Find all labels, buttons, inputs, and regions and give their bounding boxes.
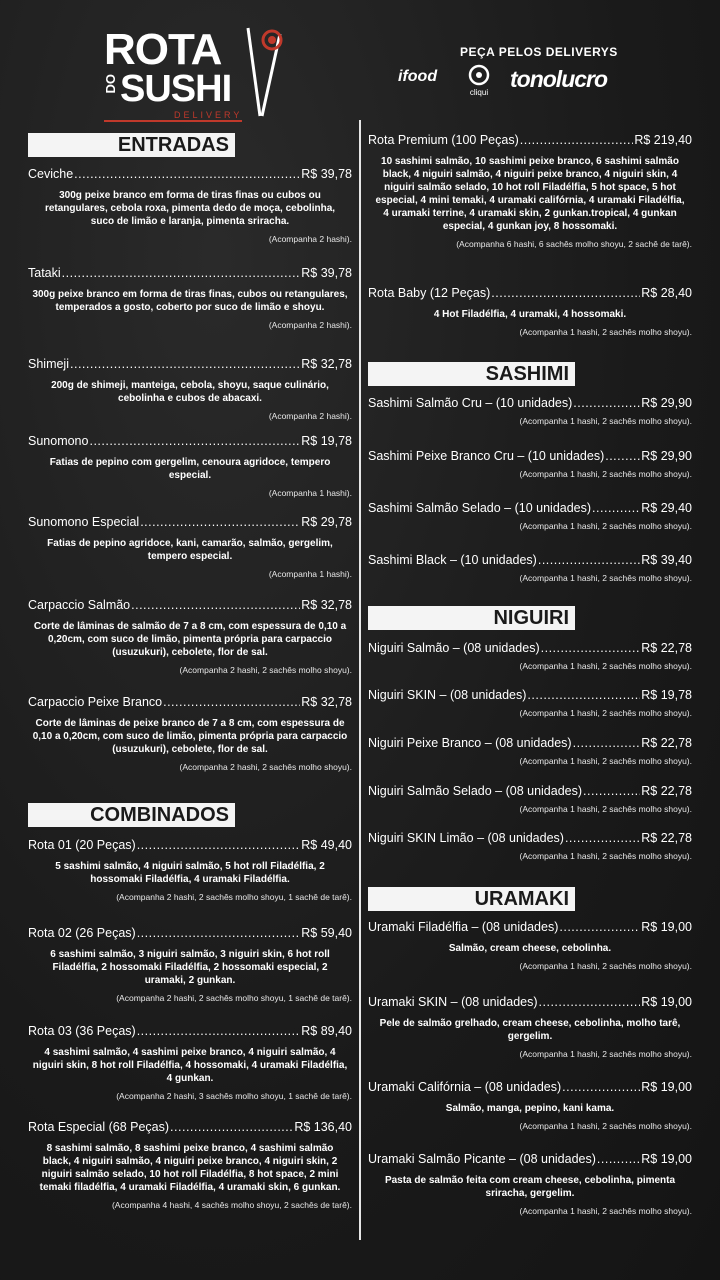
rota-do-sushi-logo (103, 22, 284, 120)
logo-delivery: DELIVERY (174, 110, 243, 120)
item-name: Rota Premium (100 Peças) (368, 133, 519, 147)
menu-item-sashimi-salmao-selado (368, 501, 692, 531)
item-name: Sunomono Especial (28, 515, 140, 529)
menu-item-rota-03 (28, 1024, 352, 1101)
item-desc: 5 sashimi salmão, 4 niguiri salmão, 5 hot roll Filadélfia, 2 hossomaki Filadélfia, 4 uramaki Filadélfia. (55, 861, 325, 885)
item-acc: (Acompanha 1 hashi, 2 sachês molho shoyu). (519, 756, 692, 766)
item-name: Niguiri SKIN – (08 unidades) (368, 688, 527, 702)
header (0, 0, 720, 125)
item-acc: (Acompanha 1 hashi, 2 sachês molho shoyu). (519, 1206, 692, 1216)
item-acc: (Acompanha 1 hashi). (268, 569, 352, 579)
item-price: R$ 29,78 (301, 515, 352, 529)
section-title-sashimi: SASHIMI (368, 362, 575, 386)
menu-item-rota-premium (368, 133, 692, 249)
item-price: R$ 22,78 (641, 641, 692, 655)
item-price: R$ 89,40 (301, 1024, 352, 1038)
item-acc: (Acompanha 1 hashi, 2 sachês molho shoyu). (519, 469, 692, 479)
item-price: R$ 32,78 (301, 598, 352, 612)
item-acc: (Acompanha 1 hashi, 2 sachês molho shoyu). (519, 521, 692, 531)
item-price: R$ 29,90 (641, 396, 692, 410)
menu-item-rota-02 (28, 926, 352, 1003)
item-acc: (Acompanha 2 hashi, 2 sachês molho shoyu, 1 sachê de tarê). (116, 892, 352, 902)
menu-item-uramaki-filadelfia (368, 920, 692, 971)
item-acc: (Acompanha 1 hashi, 2 sachês molho shoyu). (519, 661, 692, 671)
item-acc: (Acompanha 1 hashi, 2 sachês molho shoyu). (519, 851, 692, 861)
item-acc: (Acompanha 1 hashi, 2 sachês molho shoyu). (519, 327, 692, 337)
item-price: R$ 32,78 (301, 357, 352, 371)
logo-red-line (104, 120, 242, 122)
item-acc: (Acompanha 6 hashi, 6 sachês molho shoyu, 2 sachê de tarê). (456, 239, 692, 249)
chopsticks-icon (244, 26, 284, 118)
menu-item-niguiri-salmao-selado (368, 784, 692, 814)
section-title-niguiri: NIGUIRI (368, 606, 575, 630)
deliverys-title: PEÇA PELOS DELIVERYS (460, 45, 618, 59)
column-divider (359, 120, 361, 1240)
item-acc: (Acompanha 1 hashi). (268, 488, 352, 498)
item-acc: (Acompanha 1 hashi, 2 sachês molho shoyu). (519, 804, 692, 814)
menu-item-uramaki-salmao-picante (368, 1152, 692, 1216)
ifood-logo[interactable]: ifood (398, 68, 438, 85)
item-price: R$ 22,78 (641, 736, 692, 750)
item-acc: (Acompanha 2 hashi, 3 sachês molho shoyu, 1 sachê de tarê). (116, 1091, 352, 1101)
menu-item-sunomono-especial (28, 515, 352, 579)
menu-item-uramaki-skin (368, 995, 692, 1059)
item-desc: Pasta de salmão feita com cream cheese, cebolinha, pimenta sriracha, gergelim. (384, 1175, 676, 1199)
item-desc: Corte de lâminas de salmão de 7 a 8 cm, com espessura de 0,10 a 0,20cm, com suco de limão, pimenta própria para carpaccio (usuzukuri), cebolete, flor de sal. (33, 621, 347, 658)
item-desc: 300g peixe branco em forma de tiras finas ou cubos ou retangulares, cebola roxa, pimenta dedo de moça, cebolinha, suco de limão e laranja, pimenta sriracha. (44, 190, 336, 227)
menu-item-sashimi-black (368, 553, 692, 583)
item-price: R$ 19,00 (641, 920, 692, 934)
item-price: R$ 39,78 (301, 167, 352, 181)
item-acc: (Acompanha 2 hashi, 2 sachês molho shoyu, 1 sachê de tarê). (116, 993, 352, 1003)
item-desc: 10 sashimi salmão, 10 sashimi peixe branco, 6 sashimi salmão black, 4 niguiri salmão, 4 niguiri peixe branco, 4 niguiri skin, 4 niguiri salmão selado, 10 hot roll Filadélfia, 5 hot space, 5 hot especial, 4 mini temaki, 4 uramaki califórnia, 4 uramaki Filadélfia, 4 uramaki terrine, 4 uramaki skin, 2 gunkan.tropical, 4 gunkan especial, 4 gunkan joy, 8 hossomaki. (375, 156, 685, 232)
item-price: R$ 29,40 (641, 501, 692, 515)
logo-sushi: SUSHI (120, 68, 232, 110)
item-price: R$ 28,40 (641, 286, 692, 300)
menu-item-shimeji (28, 357, 352, 421)
item-desc: Fatias de pepino agridoce, kani, camarão, salmão, gergelim, tempero especial. (47, 538, 333, 562)
item-acc: (Acompanha 1 hashi, 2 sachês molho shoyu). (519, 573, 692, 583)
item-name: Carpaccio Salmão (28, 598, 131, 612)
item-desc: 300g peixe branco em forma de tiras finas, cubos ou retangulares, temperados a gosto, coberto por suco de limão e shoyu. (32, 289, 348, 313)
item-price: R$ 136,40 (294, 1120, 352, 1134)
item-desc: Pele de salmão grelhado, cream cheese, cebolinha, molho tarê, gergelim. (379, 1018, 681, 1042)
section-title-entradas: ENTRADAS (28, 133, 235, 157)
item-name: Niguiri SKIN Limão – (08 unidades) (368, 831, 564, 845)
item-name: Rota 03 (36 Peças) (28, 1024, 136, 1038)
item-name: Sashimi Black – (10 unidades) (368, 553, 537, 567)
item-desc: Salmão, manga, pepino, kani kama. (445, 1103, 615, 1114)
item-acc: (Acompanha 2 hashi, 2 sachês molho shoyu). (179, 762, 352, 772)
item-name: Uramaki Filadélfia – (08 unidades) (368, 920, 559, 934)
item-desc: 4 Hot Filadélfia, 4 uramaki, 4 hossomaki. (433, 309, 627, 320)
menu-item-carpaccio-peixe-branco (28, 695, 352, 772)
menu-item-uramaki-california (368, 1080, 692, 1131)
menu-item-carpaccio-salmao (28, 598, 352, 675)
item-price: R$ 29,90 (641, 449, 692, 463)
menu-item-ceviche (28, 167, 352, 244)
item-name: Rota Baby (12 Peças) (368, 286, 491, 300)
item-name: Rota Especial (68 Peças) (28, 1120, 170, 1134)
item-price: R$ 219,40 (634, 133, 692, 147)
item-acc: (Acompanha 1 hashi, 2 sachês molho shoyu). (519, 961, 692, 971)
logo-rota: ROTA (104, 25, 222, 74)
item-acc: (Acompanha 2 hashi). (268, 411, 352, 421)
item-name: Shimeji (28, 357, 69, 371)
cliqui-label: cliqui (469, 88, 489, 97)
item-price: R$ 32,78 (301, 695, 352, 709)
item-acc: (Acompanha 2 hashi). (268, 320, 352, 330)
item-acc: (Acompanha 1 hashi, 2 sachês molho shoyu). (519, 416, 692, 426)
item-name: Sashimi Salmão Cru – (10 unidades) (368, 396, 573, 410)
item-price: R$ 19,00 (641, 1080, 692, 1094)
menu-item-niguiri-skin (368, 688, 692, 718)
logo-do: DO (103, 74, 118, 94)
item-desc: 8 sashimi salmão, 8 sashimi peixe branco, 4 sashimi salmão black, 4 niguiri salmão, 4 niguiri peixe branco, 4 niguiri skin, 2 niguiri salmão selado, 10 hot roll Filadélfia, 8 hot space, 2 mini temaki filadélfia, 4 uramaki Filadélfia, 4 uramaki skin, 6 gunkan. (39, 1143, 341, 1193)
item-price: R$ 59,40 (301, 926, 352, 940)
item-acc: (Acompanha 4 hashi, 4 sachês molho shoyu, 2 sachês de tarê). (111, 1200, 352, 1210)
item-price: R$ 19,00 (641, 995, 692, 1009)
item-name: Uramaki SKIN – (08 unidades) (368, 995, 538, 1009)
delivery-logos (398, 64, 678, 98)
item-name: Carpaccio Peixe Branco (28, 695, 163, 709)
item-acc: (Acompanha 1 hashi, 2 sachês molho shoyu). (519, 708, 692, 718)
cliqui-icon (464, 64, 494, 88)
item-desc: Corte de lâminas de peixe branco de 7 a 8 cm, com espessura de 0,10 a 0,20cm, com suco de limão, pimenta própria para carpaccio (usuzukuri), cebolete, flor de sal. (32, 718, 348, 755)
item-price: R$ 22,78 (641, 784, 692, 798)
menu-item-niguiri-skin-limao (368, 831, 692, 861)
item-price: R$ 19,78 (301, 434, 352, 448)
tonolucro-logo[interactable]: tonolucro (510, 66, 608, 92)
item-name: Sunomono (28, 434, 89, 448)
item-name: Sashimi Salmão Selado – (10 unidades) (368, 501, 592, 515)
section-title-combinados: COMBINADOS (28, 803, 235, 827)
section-title-uramaki: URAMAKI (368, 887, 575, 911)
item-desc: 6 sashimi salmão, 3 niguiri salmão, 3 niguiri skin, 6 hot roll Filadélfia, 2 hossomaki Filadélfia, 2 hossomaki especial, 2 uramaki, 2 gunkan. (50, 949, 330, 986)
item-name: Niguiri Peixe Branco – (08 unidades) (368, 736, 572, 750)
menu-item-rota-especial (28, 1120, 352, 1210)
item-desc: Salmão, cream cheese, cebolinha. (448, 943, 612, 954)
menu-item-sunomono (28, 434, 352, 498)
item-price: R$ 49,40 (301, 838, 352, 852)
item-acc: (Acompanha 2 hashi). (268, 234, 352, 244)
menu-item-niguiri-salmao (368, 641, 692, 671)
item-price: R$ 19,78 (641, 688, 692, 702)
item-name: Sashimi Peixe Branco Cru – (10 unidades) (368, 449, 605, 463)
item-price: R$ 22,78 (641, 831, 692, 845)
item-name: Rota 02 (26 Peças) (28, 926, 136, 940)
item-price: R$ 39,78 (301, 266, 352, 280)
cliqui-logo[interactable] (464, 64, 494, 98)
menu-item-rota-01 (28, 838, 352, 902)
item-price: R$ 19,00 (641, 1152, 692, 1166)
menu-item-niguiri-peixe-branco (368, 736, 692, 766)
menu-item-sashimi-salmao-cru (368, 396, 692, 426)
item-desc: 4 sashimi salmão, 4 sashimi peixe branco, 4 niguiri salmão, 4 niguiri skin, 8 hot roll Filadélfia, 4 hossomaki, 4 uramaki Filadélfia, 4 gunkan. (32, 1047, 348, 1084)
item-desc: 200g de shimeji, manteiga, cebola, shoyu, saque culinário, cebolinha e cubos de abacaxi. (51, 380, 329, 404)
item-name: Uramaki Califórnia – (08 unidades) (368, 1080, 562, 1094)
item-price: R$ 39,40 (641, 553, 692, 567)
item-acc: (Acompanha 1 hashi, 2 sachês molho shoyu). (519, 1049, 692, 1059)
item-name: Niguiri Salmão Selado – (08 unidades) (368, 784, 583, 798)
item-name: Tataki (28, 266, 61, 280)
menu-item-tataki (28, 266, 352, 330)
item-name: Ceviche (28, 167, 74, 181)
item-name: Uramaki Salmão Picante – (08 unidades) (368, 1152, 596, 1166)
item-desc: Fatias de pepino com gergelim, cenoura agridoce, tempero especial. (49, 457, 331, 481)
item-acc: (Acompanha 2 hashi, 2 sachês molho shoyu). (179, 665, 352, 675)
item-acc: (Acompanha 1 hashi, 2 sachês molho shoyu). (519, 1121, 692, 1131)
item-name: Rota 01 (20 Peças) (28, 838, 136, 852)
item-name: Niguiri Salmão – (08 unidades) (368, 641, 540, 655)
menu-item-rota-baby (368, 286, 692, 337)
menu-item-sashimi-peixe-branco-cru (368, 449, 692, 479)
